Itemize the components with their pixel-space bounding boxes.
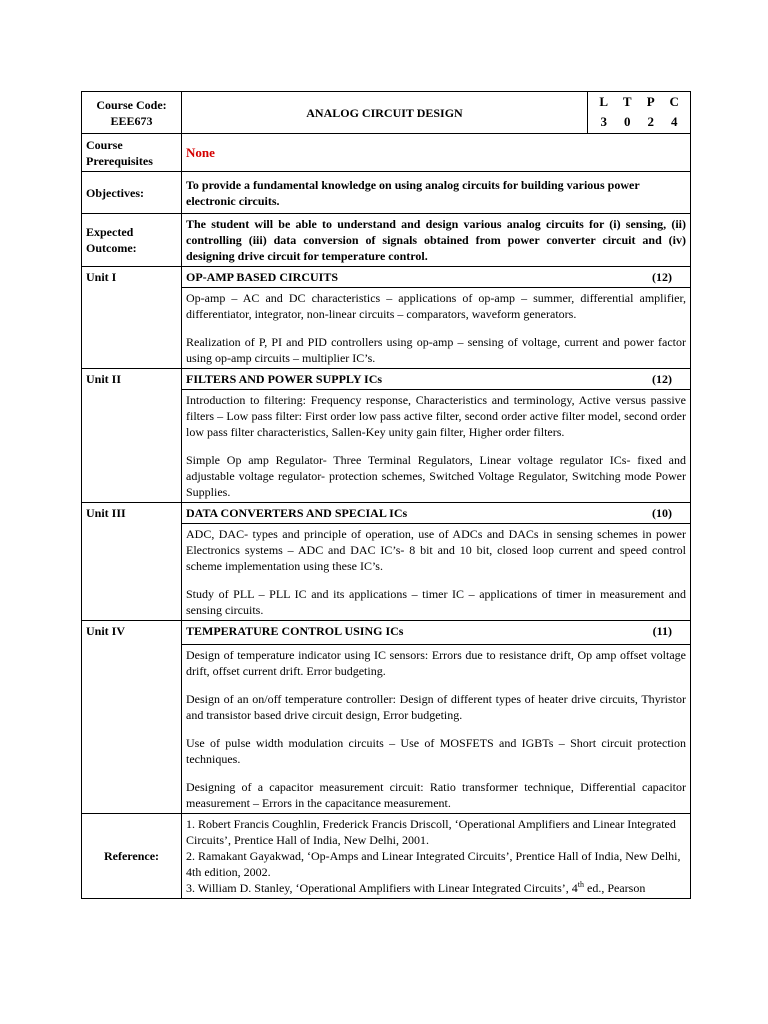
header-row <box>82 92 691 134</box>
ltpc-grid <box>588 92 690 132</box>
outcome-row <box>82 214 691 267</box>
unit-3-body-row <box>82 524 691 621</box>
unit-4-title: TEMPERATURE CONTROL USING ICs <box>186 624 404 638</box>
unit-3-hours: (10) <box>652 506 672 520</box>
objectives-label: Objectives: <box>82 172 182 214</box>
unit-4-para-4: Designing of a capacitor measurement circuit: Ratio transformer technique, Differential capacitor measurement – Errors in the capacitance measurement. <box>186 780 686 810</box>
unit-2-head-row <box>82 369 691 390</box>
unit-4-para-3: Use of pulse width modulation circuits – Use of MOSFETS and IGBTs – Short circuit protection techniques. <box>186 736 686 766</box>
syllabus-table <box>81 91 691 899</box>
ltpc-label-c: C <box>669 94 679 109</box>
prerequisites-row <box>82 134 691 172</box>
reference-list <box>182 814 691 899</box>
reference-item-3-text: 3. William D. Stanley, ‘Operational Amplifiers with Linear Integrated Circuits’, 4 <box>186 881 578 895</box>
ltpc-label-p: P <box>646 94 655 109</box>
ltpc-value-t: 0 <box>624 114 631 129</box>
unit-4-hours: (11) <box>652 624 672 638</box>
reference-item-2: 2. Ramakant Gayakwad, ‘Op-Amps and Linear Integrated Circuits’, Prentice Hall of India, New Delhi, 4th edition, 2002. <box>186 849 681 879</box>
unit-2-body <box>182 390 691 503</box>
outcome-text: The student will be able to understand and design various analog circuits for (i) sensing, (ii) controlling (iii) data conversion of signals obtained from power converter circuit and (iv) designing drive circuit for temperature control. <box>182 214 691 267</box>
unit-3-body <box>182 524 691 621</box>
unit-2-title: FILTERS AND POWER SUPPLY ICs <box>186 372 383 386</box>
outcome-label: Expected Outcome: <box>82 214 182 267</box>
course-title: ANALOG CIRCUIT DESIGN <box>182 92 588 134</box>
unit-4-body <box>182 645 691 814</box>
unit-4-label: Unit IV <box>82 621 182 645</box>
prerequisites-value-cell <box>182 134 691 172</box>
unit-2-hours: (12) <box>652 372 672 386</box>
unit-3-para-2: Study of PLL – PLL IC and its applications – timer IC – applications of timer in measurement and sensing circuits. <box>186 587 686 617</box>
objectives-row <box>82 172 691 214</box>
unit-1-head-row <box>82 267 691 288</box>
syllabus-sheet <box>81 91 690 899</box>
ltpc-value-c: 4 <box>671 114 678 129</box>
reference-item-3-tail: ed., Pearson <box>584 881 646 895</box>
unit-1-body-row <box>82 288 691 369</box>
ltpc-label-t: T <box>622 94 632 109</box>
reference-item-3-sup: th <box>577 880 584 889</box>
ltpc-value-p: 2 <box>647 114 654 129</box>
unit-4-body-row <box>82 645 691 814</box>
ltpc-label-l: L <box>599 94 609 109</box>
unit-1-title: OP-AMP BASED CIRCUITS <box>186 270 339 284</box>
course-code-cell <box>82 92 182 134</box>
unit-1-para-1: Op-amp – AC and DC characteristics – applications of op-amp – summer, differential amplifier, differentiator, integrator, non-linear circuits – comparators, waveform generators. <box>186 291 686 321</box>
objectives-text: To provide a fundamental knowledge on using analog circuits for building various power electronic circuits. <box>182 172 691 214</box>
unit-1-label: Unit I <box>82 267 182 288</box>
unit-2-label: Unit II <box>82 369 182 390</box>
unit-3-label: Unit III <box>82 503 182 524</box>
course-code-label: Course Code: <box>96 97 167 112</box>
unit-4-para-2: Design of an on/off temperature controller: Design of different types of heater drive circuits, Thyristor and transistor based drive circuit design, Error budgeting. <box>186 692 686 722</box>
course-code-value: EEE673 <box>110 113 153 128</box>
unit-4-para-1: Design of temperature indicator using IC sensors: Errors due to resistance drift, Op amp offset voltage drift, offset current drift. Error budgeting. <box>186 648 686 678</box>
reference-row <box>82 814 691 899</box>
unit-4-head-row <box>82 621 691 645</box>
unit-3-title: DATA CONVERTERS AND SPECIAL ICs <box>186 506 408 520</box>
unit-4-head <box>182 621 691 645</box>
ltpc-value-l: 3 <box>600 114 607 129</box>
reference-item-3 <box>186 880 686 896</box>
unit-2-head <box>182 369 691 390</box>
unit-3-head <box>182 503 691 524</box>
unit-1-head <box>182 267 691 288</box>
unit-2-body-row <box>82 390 691 503</box>
reference-label: Reference: <box>82 814 182 899</box>
unit-2-para-1: Introduction to filtering: Frequency response, Characteristics and terminology, Active versus passive filters – Low pass filter: First order low pass active filter, second order active filter model, second order low pass filter characteristics, Sallen-Key unity gain filter, Higher order filters. <box>186 393 686 439</box>
ltpc-cell <box>588 92 691 134</box>
unit-3-para-1: ADC, DAC- types and principle of operation, use of ADCs and DACs in sensing schemes in power Electronics systems – ADC and DAC IC’s- 8 bit and 10 bit, closed loop current and speed control scheme implementation using these IC’s. <box>186 527 686 573</box>
unit-1-hours: (12) <box>652 270 672 284</box>
prerequisites-value: None <box>186 144 215 160</box>
reference-item-1: 1. Robert Francis Coughlin, Frederick Francis Driscoll, ‘Operational Amplifiers and Linear Integrated Circuits’, Prentice Hall of India, New Delhi, 2001. <box>186 817 676 847</box>
unit-1-para-2: Realization of P, PI and PID controllers using op-amp – sensing of voltage, current and power factor using op-amp circuits – multiplier IC’s. <box>186 335 686 365</box>
prerequisites-label: Course Prerequisites <box>82 134 182 172</box>
unit-3-head-row <box>82 503 691 524</box>
unit-2-para-2: Simple Op amp Regulator- Three Terminal Regulators, Linear voltage regulator ICs- fixed and adjustable voltage regulator- protection schemes, Switched Voltage Regulator, Switching mode Power Supplies. <box>186 453 686 499</box>
unit-1-body <box>182 288 691 369</box>
